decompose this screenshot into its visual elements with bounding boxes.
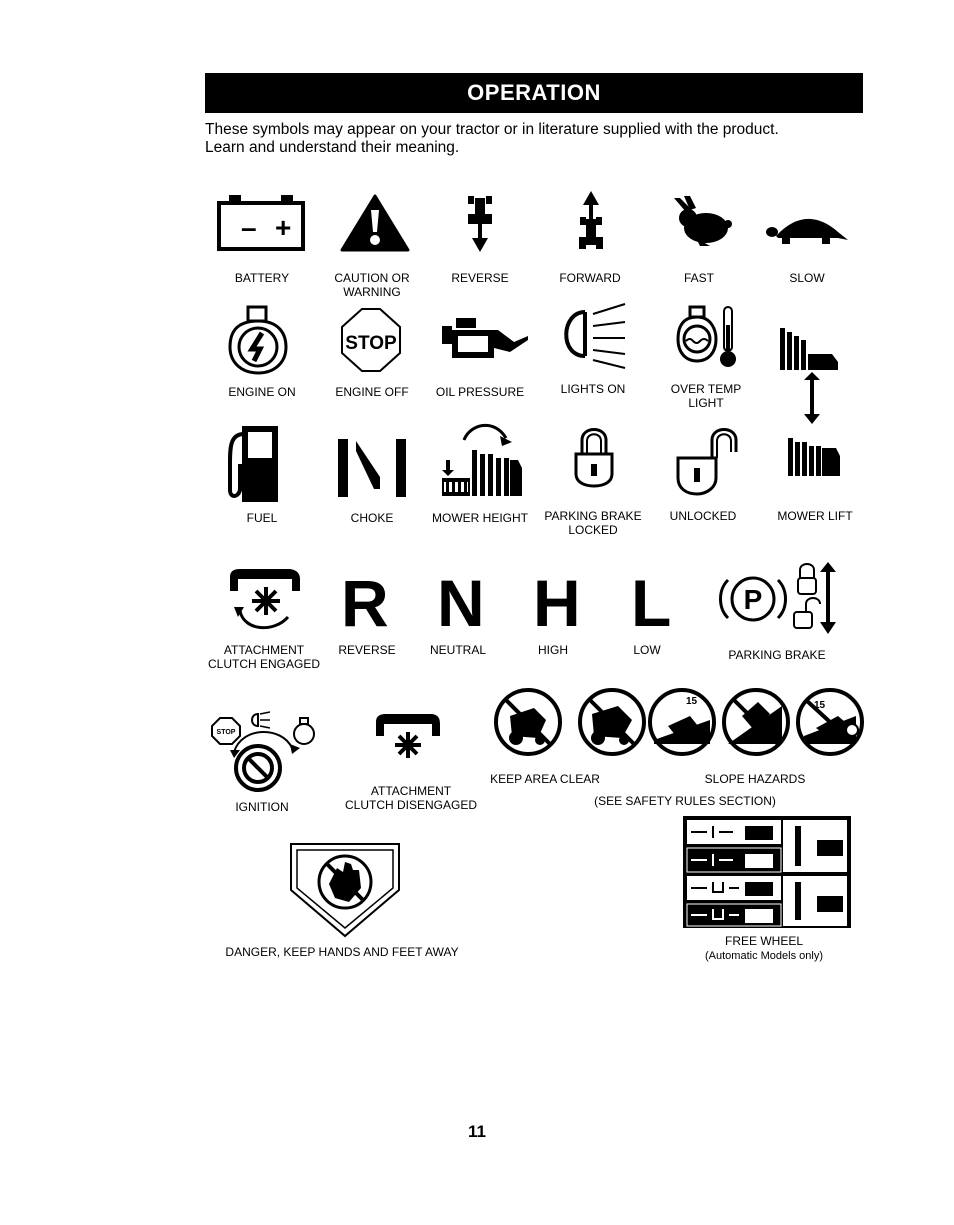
label-caution: CAUTION OR WARNING <box>334 271 410 299</box>
label-low: LOW <box>633 643 661 657</box>
svg-text:STOP: STOP <box>216 729 236 736</box>
battery-icon <box>215 193 307 251</box>
oil-can-icon <box>438 318 530 362</box>
label-over-temp: OVER TEMP LIGHT <box>670 382 742 410</box>
page-number: 11 <box>468 1122 486 1141</box>
attachment-disengaged-icon <box>372 712 444 760</box>
label-ignition: IGNITION <box>235 800 289 814</box>
ignition-icon <box>212 704 318 792</box>
attachment-engaged-icon <box>226 567 304 633</box>
label-mower-height: MOWER HEIGHT <box>432 511 528 525</box>
label-see-safety: (SEE SAFETY RULES SECTION) <box>594 794 776 808</box>
battery-minus: – <box>241 212 257 243</box>
label-high: HIGH <box>538 643 568 657</box>
intro-text <box>205 121 865 157</box>
label-free-wheel-note: (Automatic Models only) <box>705 950 823 962</box>
keep-area-clear-icon <box>494 686 654 758</box>
label-unlocked: UNLOCKED <box>669 509 737 523</box>
stop-text: STOP <box>345 333 397 354</box>
gear-n: N <box>437 566 485 640</box>
label-engine-off: ENGINE OFF <box>335 385 409 399</box>
hand-warning-icon <box>287 840 403 938</box>
label-forward: FORWARD <box>559 271 621 285</box>
label-slope-hazards: SLOPE HAZARDS <box>704 772 806 786</box>
turtle-icon <box>766 210 848 248</box>
label-keep-area-clear: KEEP AREA CLEAR <box>490 772 600 786</box>
label-engine-on: ENGINE ON <box>228 385 296 399</box>
gear-l: L <box>631 566 672 640</box>
gear-r: R <box>341 566 389 640</box>
section-header: OPERATION <box>205 73 863 113</box>
mower-lift-icon <box>774 324 844 454</box>
label-slow: SLOW <box>789 271 825 285</box>
label-battery: BATTERY <box>234 271 290 285</box>
label-free-wheel: FREE WHEEL <box>724 934 804 948</box>
reverse-icon <box>466 194 494 254</box>
gear-h: H <box>533 566 581 640</box>
label-reverse: REVERSE <box>451 271 509 285</box>
label-parking-locked: PARKING BRAKE LOCKED <box>544 509 642 537</box>
label-gear-reverse: REVERSE <box>338 643 396 657</box>
slope-15b-label: 15 <box>814 700 826 711</box>
engine-off-icon <box>340 307 402 373</box>
label-attachment-disengaged: ATTACHMENT CLUTCH DISENGAGED <box>344 784 478 812</box>
caution-icon <box>340 194 410 252</box>
label-fast: FAST <box>683 271 715 285</box>
fuel-icon <box>228 424 280 502</box>
free-wheel-diagram <box>683 816 851 928</box>
label-oil-pressure: OIL PRESSURE <box>435 385 525 399</box>
label-attachment-engaged: ATTACHMENT CLUTCH ENGAGED <box>207 643 321 671</box>
mower-height-icon <box>440 420 524 498</box>
mower-deck-icon <box>786 436 842 478</box>
lock-closed-icon <box>574 424 614 488</box>
parking-brake-icon <box>718 560 836 636</box>
svg-text:P: P <box>743 584 763 615</box>
over-temp-icon <box>676 305 738 369</box>
forward-icon <box>577 191 605 255</box>
headlight-icon <box>555 300 631 368</box>
label-danger-hands: DANGER, KEEP HANDS AND FEET AWAY <box>225 945 459 959</box>
free-wheel-panel <box>683 816 851 928</box>
label-lights-on: LIGHTS ON <box>560 382 626 396</box>
label-parking-brake: PARKING BRAKE <box>728 648 826 662</box>
intro-line-1: These symbols may appear on your tractor or in literature supplied with the product. <box>205 121 779 138</box>
label-fuel: FUEL <box>246 511 278 525</box>
label-neutral: NEUTRAL <box>429 643 487 657</box>
slope-15-label: 15 <box>686 696 698 707</box>
slope-hazard-icon <box>646 686 866 758</box>
rabbit-icon <box>670 196 732 248</box>
label-mower-lift: MOWER LIFT <box>777 509 853 523</box>
intro-line-2: Learn and understand their meaning. <box>205 139 460 156</box>
battery-plus: + <box>275 212 292 243</box>
label-choke: CHOKE <box>350 511 394 525</box>
engine-on-icon <box>228 305 288 375</box>
lock-open-icon <box>676 424 740 496</box>
choke-icon <box>336 437 408 499</box>
